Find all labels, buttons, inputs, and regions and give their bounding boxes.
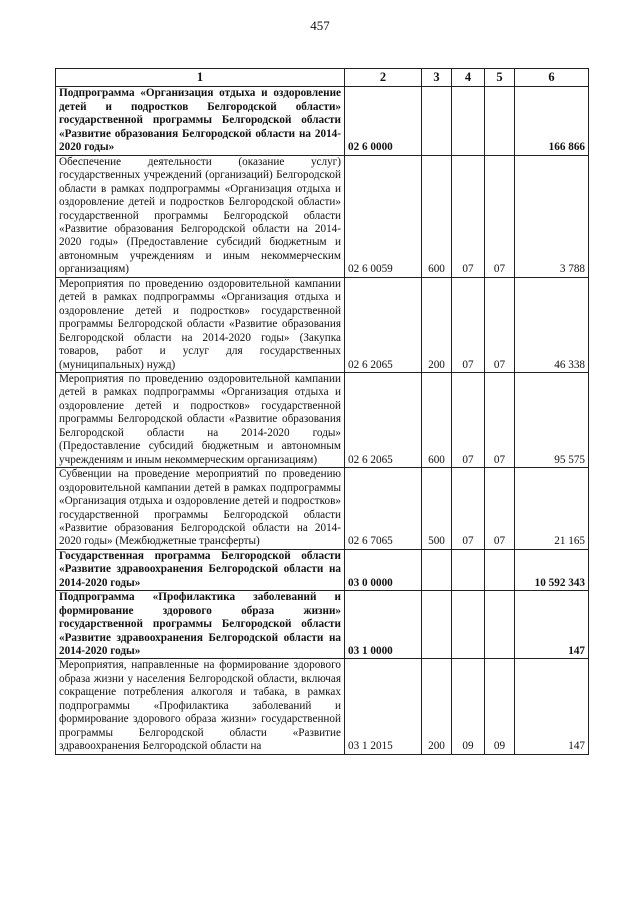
row-description: Подпрограмма «Профилактика заболеваний и формирование здорового образа жизни» государственной программы Белгородской области «Развитие здравоохранения Белгородской области на 2014-2020 годы» [56,591,345,659]
row-description: Государственная программа Белгородской области «Развитие здравоохранения Белгородской области на 2014-2020 годы» [56,549,345,590]
row-description: Подпрограмма «Организация отдыха и оздоровление детей и подростков Белгородской области» государственной программы Белгородской области «Развитие образования Белгородской области на 2014-2020 годы» [56,87,345,155]
row-subsection: 07 [485,372,515,467]
row-amount: 166 866 [515,87,589,155]
header-cell: 3 [422,69,452,87]
row-expense-type [422,87,452,155]
row-description: Мероприятия по проведению оздоровительной кампании детей в рамках подпрограммы «Организация отдыха и оздоровление детей и подростков» государственной программы Белгородской области «Развитие образования Белгородской области на 2014-2020 годы» (Предоставление субсидий бюджетным и автономным учреждениям и иным некоммерческим организациям) [56,372,345,467]
row-section: 07 [452,372,485,467]
header-cell: 1 [56,69,345,87]
row-amount: 10 592 343 [515,549,589,590]
row-expense-type [422,549,452,590]
row-subsection [485,87,515,155]
table-header-row [56,69,589,87]
row-amount: 147 [515,591,589,659]
row-code: 02 6 2065 [345,277,422,372]
row-amount: 46 338 [515,277,589,372]
table-row [56,155,589,277]
row-amount: 3 788 [515,155,589,277]
row-subsection: 07 [485,277,515,372]
row-expense-type: 200 [422,277,452,372]
table-row [56,372,589,467]
table-row [56,549,589,590]
header-cell: 4 [452,69,485,87]
row-code: 03 0 0000 [345,549,422,590]
row-section: 09 [452,659,485,754]
row-description: Мероприятия, направленные на формирование здорового образа жизни у населения Белгородской области, включая сокращение потребления алкоголя и табака, в рамках подпрограммы «Профилактика заболеваний и формирование здорового образа жизни» государственной программы Белгородской области «Развитие здравоохранения Белгородской области на [56,659,345,754]
row-section [452,591,485,659]
row-code: 02 6 2065 [345,372,422,467]
table-row [56,277,589,372]
row-amount: 95 575 [515,372,589,467]
row-code: 02 6 7065 [345,468,422,550]
row-expense-type: 600 [422,155,452,277]
row-amount: 147 [515,659,589,754]
row-section: 07 [452,468,485,550]
row-section: 07 [452,277,485,372]
row-expense-type [422,591,452,659]
row-description: Субвенции на проведение мероприятий по проведению оздоровительной кампании детей в рамках подпрограммы «Организация отдыха и оздоровление детей и подростков» государственной программы Белгородской области «Развитие образования Белгородской области на 2014-2020 годы» (Межбюджетные трансферты) [56,468,345,550]
row-expense-type: 200 [422,659,452,754]
table-row [56,87,589,155]
row-subsection [485,549,515,590]
table-row [56,468,589,550]
row-code: 02 6 0000 [345,87,422,155]
budget-table [55,68,589,755]
header-cell: 5 [485,69,515,87]
row-code: 03 1 0000 [345,591,422,659]
header-cell: 2 [345,69,422,87]
header-cell: 6 [515,69,589,87]
row-description: Мероприятия по проведению оздоровительной кампании детей в рамках подпрограммы «Организация отдыха и оздоровление детей и подростков» государственной программы Белгородской области «Развитие образования Белгородской области на 2014-2020 годы» (Закупка товаров, работ и услуг для государственных (муниципальных) нужд) [56,277,345,372]
table-row [56,591,589,659]
row-code: 02 6 0059 [345,155,422,277]
row-subsection: 09 [485,659,515,754]
row-expense-type: 600 [422,372,452,467]
row-amount: 21 165 [515,468,589,550]
row-subsection: 07 [485,155,515,277]
row-code: 03 1 2015 [345,659,422,754]
row-subsection [485,591,515,659]
row-description: Обеспечение деятельности (оказание услуг) государственных учреждений (организаций) Белгородской области в рамках подпрограммы «Организация отдыха и оздоровление детей и подростков Белгородской области» государственной программы Белгородской области «Развитие образования Белгородской области на 2014-2020 годы» (Предоставление субсидий бюджетным и автономным учреждениям и иным некоммерческим организациям) [56,155,345,277]
row-section [452,87,485,155]
table-body [56,87,589,754]
page-number: 457 [310,18,330,33]
row-section [452,549,485,590]
row-expense-type: 500 [422,468,452,550]
row-section: 07 [452,155,485,277]
table-row [56,659,589,754]
row-subsection: 07 [485,468,515,550]
